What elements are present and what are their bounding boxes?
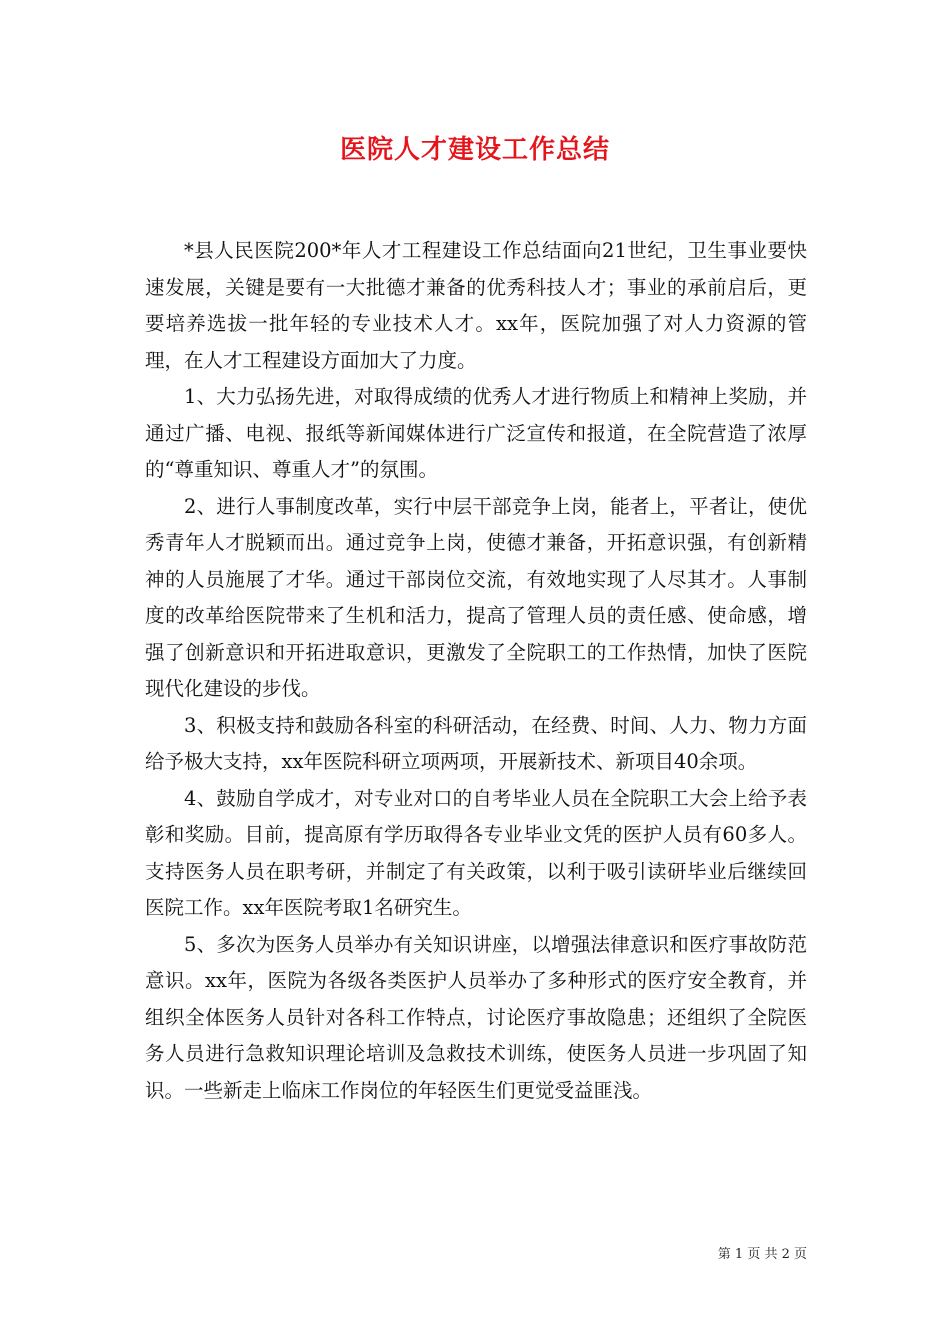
paragraph-item-2: 2、进行人事制度改革，实行中层干部竞争上岗，能者上，平者让，使优秀青年人才脱颖而出。通过竞争上岗，使德才兼备，开拓意识强，有创新精神的人员施展了才华。通过干部岗位交流，有效地实现了人尽其才。人事制度的改革给医院带来了生机和活力，提高了管理人员的责任感、使命感，增强了创新意识和开拓进取意识，更激发了全院职工的工作热情，加快了医院现代化建设的步伐。 xyxy=(145,494,807,700)
paragraph-item-4: 4、鼓励自学成才，对专业对口的自考毕业人员在全院职工大会上给予表彰和奖励。目前，提高原有学历取得各专业毕业文凭的医护人员有60多人。支持医务人员在职考研，并制定了有关政策，以利于吸引读研毕业后继续回医院工作。xx年医院考取1名研究生。 xyxy=(145,786,807,919)
paragraph-item-3: 3、积极支持和鼓励各科室的科研活动，在经费、时间、人力、物力方面给予极大支持，xx年医院科研立项两项，开展新技术、新项目40余项。 xyxy=(145,713,807,773)
page-number-footer: 第 1 页 共 2 页 xyxy=(717,1247,807,1262)
document-body xyxy=(145,233,807,1109)
paragraph-item-5: 5、多次为医务人员举办有关知识讲座，以增强法律意识和医疗事故防范意识。xx年，医院为各级各类医护人员举办了多种形式的医疗安全教育，并组织全体医务人员针对各科工作特点，讨论医疗事故隐患；还组织了全院医务人员进行急救知识理论培训及急救技术训练，使医务人员进一步巩固了知识。一些新走上临床工作岗位的年轻医生们更觉受益匪浅。 xyxy=(145,932,807,1102)
paragraph-item-1: 1、大力弘扬先进，对取得成绩的优秀人才进行物质上和精神上奖励，并通过广播、电视、报纸等新闻媒体进行广泛宣传和报道，在全院营造了浓厚的“尊重知识、尊重人才”的氛围。 xyxy=(145,385,807,481)
paragraph-intro: *县人民医院200*年人才工程建设工作总结面向21世纪，卫生事业要快速发展，关键是要有一大批德才兼备的优秀科技人才；事业的承前启后，更要培养选拔一批年轻的专业技术人才。xx年，医院加强了对人力资源的管理，在人才工程建设方面加大了力度。 xyxy=(145,239,807,372)
document-title: 医院人才建设工作总结 xyxy=(339,135,610,165)
